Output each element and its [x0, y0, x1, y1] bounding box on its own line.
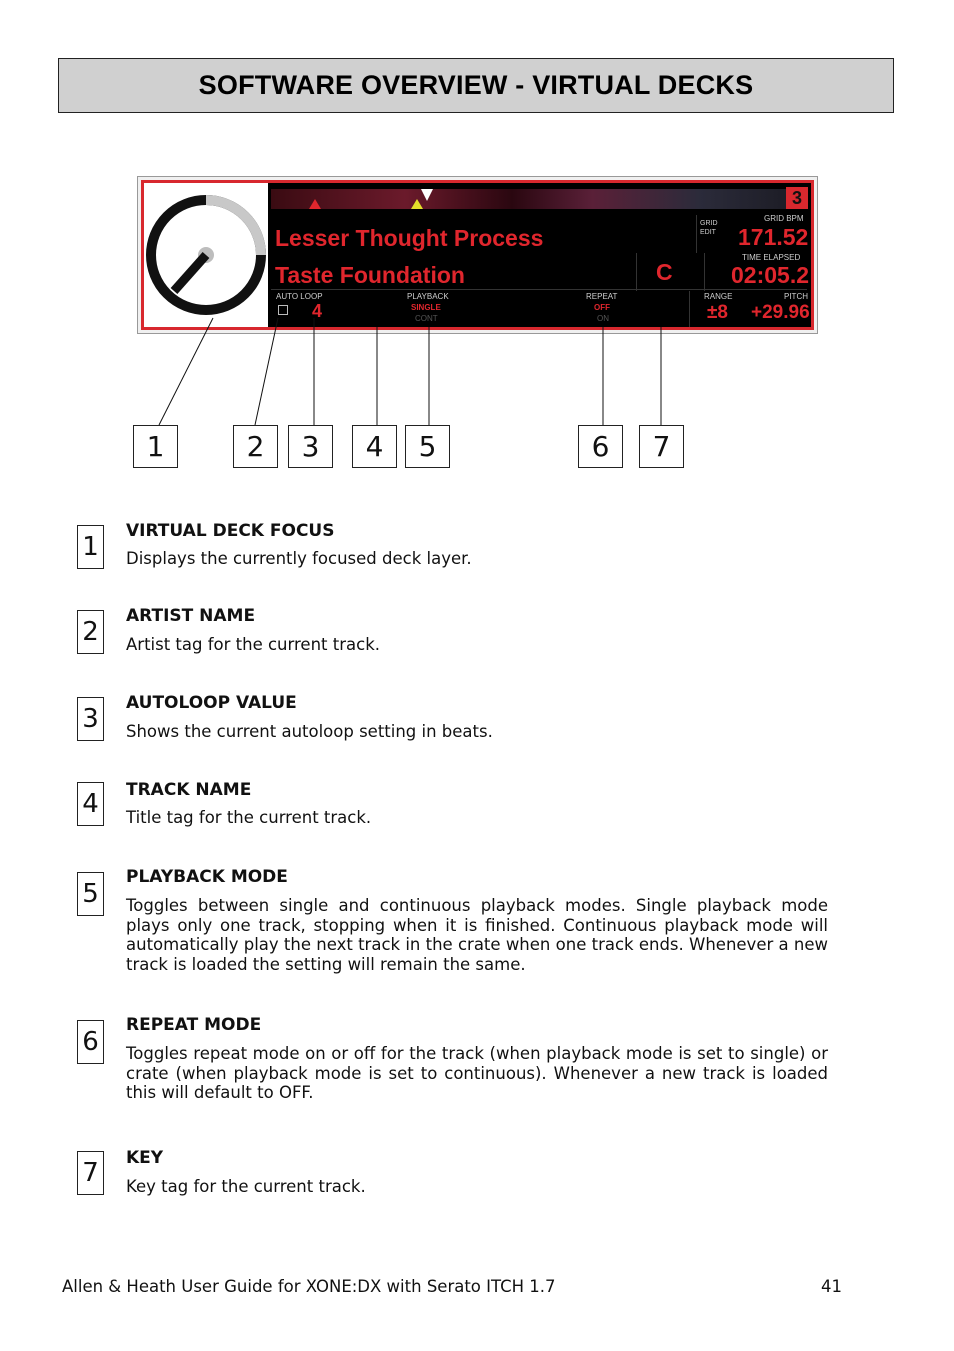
auto-loop-label: AUTO LOOP [276, 292, 323, 301]
item-title: AUTOLOOP VALUE [126, 693, 297, 713]
callout-box-2: 2 [233, 425, 278, 468]
grid-bpm-value: 171.52 [738, 224, 809, 250]
repeat-label: REPEAT [586, 292, 618, 301]
item-description: Displays the currently focused deck layer. [126, 549, 472, 568]
page-title: SOFTWARE OVERVIEW - VIRTUAL DECKS [198, 70, 754, 100]
item-number: 5 [77, 872, 104, 916]
item-title: VIRTUAL DECK FOCUS [126, 521, 335, 541]
repeat-on[interactable]: ON [597, 314, 609, 323]
deck-layer-badge: 3 [786, 187, 808, 209]
callout-box-4: 4 [352, 425, 397, 468]
item-number: 2 [77, 610, 104, 654]
item-description: Toggles repeat mode on or off for the track (when playback mode is set to single) or crate (when playback mode is set to continuous). Whenever a new track is loaded this will default to OFF. [126, 1044, 828, 1102]
item-number: 3 [77, 697, 104, 741]
item-description: Shows the current autoloop setting in beats. [126, 722, 493, 741]
item-number: 4 [77, 782, 104, 826]
playback-label: PLAYBACK [407, 292, 449, 301]
repeat-off[interactable]: OFF [594, 303, 610, 312]
callout-box-3: 3 [288, 425, 333, 468]
auto-loop-value[interactable]: 4 [312, 301, 323, 321]
range-label: RANGE [704, 292, 733, 301]
item-title: KEY [126, 1148, 164, 1168]
grid-edit-label-1: GRID [700, 220, 718, 227]
item-number: 6 [77, 1020, 104, 1064]
pitch-value: +29.96 [751, 302, 810, 323]
item-description: Key tag for the current track. [126, 1177, 366, 1196]
pitch-label: PITCH [784, 292, 808, 301]
item-description: Toggles between single and continuous playback modes. Single playback mode plays only one track, stopping when it is finished. Continuous playback mode will automatically play the next track in the crate when one track ends. Whenever a new track is loaded the setting will remain the same. [126, 896, 828, 974]
time-elapsed-value: 02:05.2 [731, 262, 810, 288]
artist-display: Taste Foundation [275, 262, 465, 288]
item-title: TRACK NAME [126, 780, 252, 800]
grid-bpm-label: GRID BPM [764, 214, 804, 223]
item-title: REPEAT MODE [126, 1015, 262, 1035]
range-value[interactable]: ±8 [707, 302, 728, 323]
track-title-display: Lesser Thought Process [275, 225, 544, 251]
playback-single[interactable]: SINGLE [411, 303, 441, 312]
callout-box-5: 5 [405, 425, 450, 468]
item-title: PLAYBACK MODE [126, 867, 288, 887]
time-elapsed-label: TIME ELAPSED [742, 253, 801, 262]
callout-box-7: 7 [639, 425, 684, 468]
item-number: 1 [77, 525, 104, 569]
callout-box-1: 1 [133, 425, 178, 468]
callout-box-6: 6 [578, 425, 623, 468]
item-description: Artist tag for the current track. [126, 635, 380, 654]
item-description: Title tag for the current track. [126, 808, 372, 827]
item-title: ARTIST NAME [126, 606, 256, 626]
item-number: 7 [77, 1151, 104, 1195]
grid-edit-label-2: EDIT [700, 229, 716, 236]
callout-lines [0, 0, 954, 480]
page-number: 41 [821, 1277, 842, 1296]
footer-text: Allen & Heath User Guide for XONE:DX with Serato ITCH 1.7 [62, 1277, 556, 1296]
key-display: C [656, 259, 673, 285]
playback-cont[interactable]: CONT [415, 314, 438, 323]
